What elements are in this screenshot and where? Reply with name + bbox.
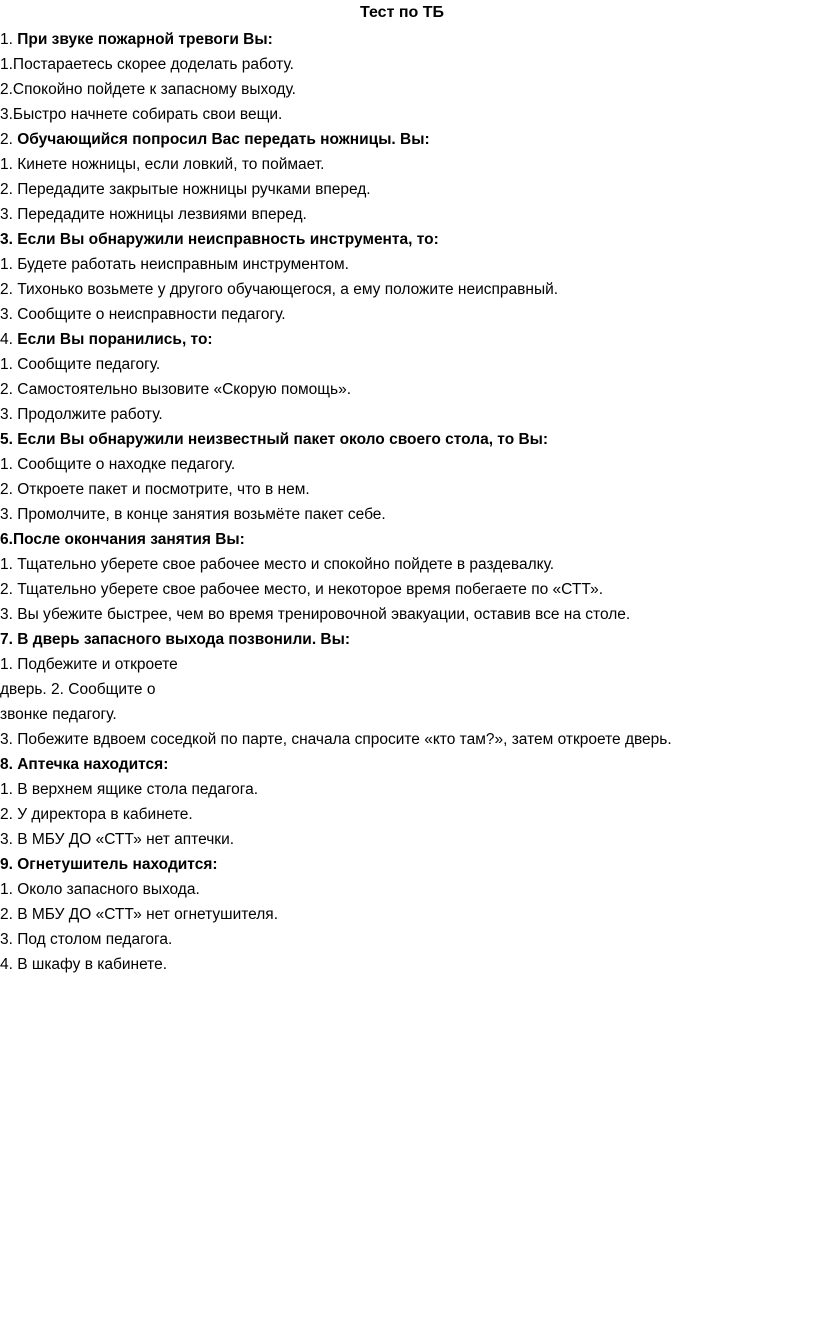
answer-text: 1. Около запасного выхода. — [0, 881, 200, 898]
answer-line — [0, 652, 816, 677]
answer-text: 3. Под столом педагога. — [0, 931, 173, 948]
page-title: Тест по ТБ — [360, 4, 444, 21]
answer-text: 1.Постараетесь скорее доделать работу. — [0, 56, 294, 73]
question-number: 3. — [0, 231, 18, 248]
answer-text: 2.Спокойно пойдете к запасному выходу. — [0, 81, 296, 98]
answer-text: 2. Самостоятельно вызовите «Скорую помощь». — [0, 381, 352, 398]
question-line — [0, 227, 816, 252]
answer-line — [0, 777, 816, 802]
answer-text: 2. У директора в кабинете. — [0, 806, 193, 823]
question-text: При звуке пожарной тревоги Вы: — [17, 31, 273, 48]
answer-line — [0, 677, 816, 702]
answer-line — [0, 952, 816, 977]
answer-text: 3. Передадите ножницы лезвиями вперед. — [0, 206, 307, 223]
answer-text: 1. Кинете ножницы, если ловкий, то поймает. — [0, 156, 325, 173]
answer-text: 4. В шкафу в кабинете. — [0, 956, 168, 973]
question-text: Если Вы обнаружили неизвестный пакет около своего стола, то Вы: — [17, 431, 549, 448]
question-number: 2. — [0, 131, 18, 148]
question-line — [0, 852, 816, 877]
answer-text: 1. Сообщите педагогу. — [0, 356, 161, 373]
answer-text: 2. Тихонько возьмете у другого обучающегося, а ему положите неисправный. — [0, 281, 559, 298]
answer-text: 2. Передадите закрытые ножницы ручками вперед. — [0, 181, 371, 198]
answer-line — [0, 727, 816, 752]
question-line — [0, 527, 816, 552]
answer-line — [0, 927, 816, 952]
answer-text: дверь. 2. Сообщите о — [0, 681, 156, 698]
answer-text: звонке педагогу. — [0, 706, 117, 723]
answer-line — [0, 502, 816, 527]
answer-text: 1. Тщательно уберете свое рабочее место и спокойно пойдете в раздевалку. — [0, 556, 555, 573]
answer-line — [0, 577, 816, 602]
answer-text: 3. Побежите вдвоем соседкой по парте, сначала спросите «кто там?», затем откроете дверь. — [0, 731, 672, 748]
answer-text: 1. В верхнем ящике стола педагога. — [0, 781, 259, 798]
question-text: В дверь запасного выхода позвонили. Вы: — [17, 631, 351, 648]
answer-line — [0, 302, 816, 327]
answer-line — [0, 877, 816, 902]
answer-text: 3. Промолчите, в конце занятия возьмёте пакет себе. — [0, 506, 386, 523]
answer-line — [0, 77, 816, 102]
question-text: Если Вы обнаружили неисправность инструмента, то: — [17, 231, 439, 248]
test-content — [0, 27, 816, 977]
question-number: 1. — [0, 31, 18, 48]
question-number: 7. — [0, 631, 18, 648]
answer-text: 3. Продолжите работу. — [0, 406, 163, 423]
answer-line — [0, 902, 816, 927]
answer-line — [0, 152, 816, 177]
question-number: 4. — [0, 331, 18, 348]
question-line — [0, 27, 816, 52]
question-line — [0, 752, 816, 777]
answer-text: 2. Откроете пакет и посмотрите, что в нем. — [0, 481, 310, 498]
question-line — [0, 127, 816, 152]
answer-text: 3. В МБУ ДО «СТТ» нет аптечки. — [0, 831, 235, 848]
question-text: Аптечка находится: — [17, 756, 169, 773]
answer-line — [0, 102, 816, 127]
answer-line — [0, 802, 816, 827]
answer-text: 1. Будете работать неисправным инструментом. — [0, 256, 349, 273]
answer-line — [0, 52, 816, 77]
question-number: 8. — [0, 756, 18, 773]
question-text: Если Вы поранились, то: — [17, 331, 213, 348]
answer-text: 1. Сообщите о находке педагогу. — [0, 456, 236, 473]
answer-text: 2. Тщательно уберете свое рабочее место, и некоторое время побегаете по «СТТ». — [0, 581, 604, 598]
answer-line — [0, 352, 816, 377]
question-text: После окончания занятия Вы: — [12, 531, 245, 548]
question-number: 6. — [0, 531, 13, 548]
question-number: 9. — [0, 856, 18, 873]
answer-line — [0, 452, 816, 477]
answer-line — [0, 702, 816, 727]
answer-line — [0, 827, 816, 852]
answer-line — [0, 602, 816, 627]
answer-line — [0, 177, 816, 202]
answer-line — [0, 402, 816, 427]
question-number: 5. — [0, 431, 18, 448]
answer-line — [0, 477, 816, 502]
answer-line — [0, 277, 816, 302]
answer-line — [0, 377, 816, 402]
answer-text: 3. Вы убежите быстрее, чем во время тренировочной эвакуации, оставив все на столе. — [0, 606, 631, 623]
answer-text: 3.Быстро начнете собирать свои вещи. — [0, 106, 283, 123]
question-line — [0, 327, 816, 352]
answer-line — [0, 202, 816, 227]
answer-text: 2. В МБУ ДО «СТТ» нет огнетушителя. — [0, 906, 279, 923]
answer-text: 1. Подбежите и откроете — [0, 656, 178, 673]
question-line — [0, 427, 816, 452]
answer-line — [0, 552, 816, 577]
answer-text: 3. Сообщите о неисправности педагогу. — [0, 306, 286, 323]
question-text: Обучающийся попросил Вас передать ножницы. Вы: — [17, 131, 430, 148]
answer-line — [0, 252, 816, 277]
question-text: Огнетушитель находится: — [17, 856, 218, 873]
question-line — [0, 627, 816, 652]
